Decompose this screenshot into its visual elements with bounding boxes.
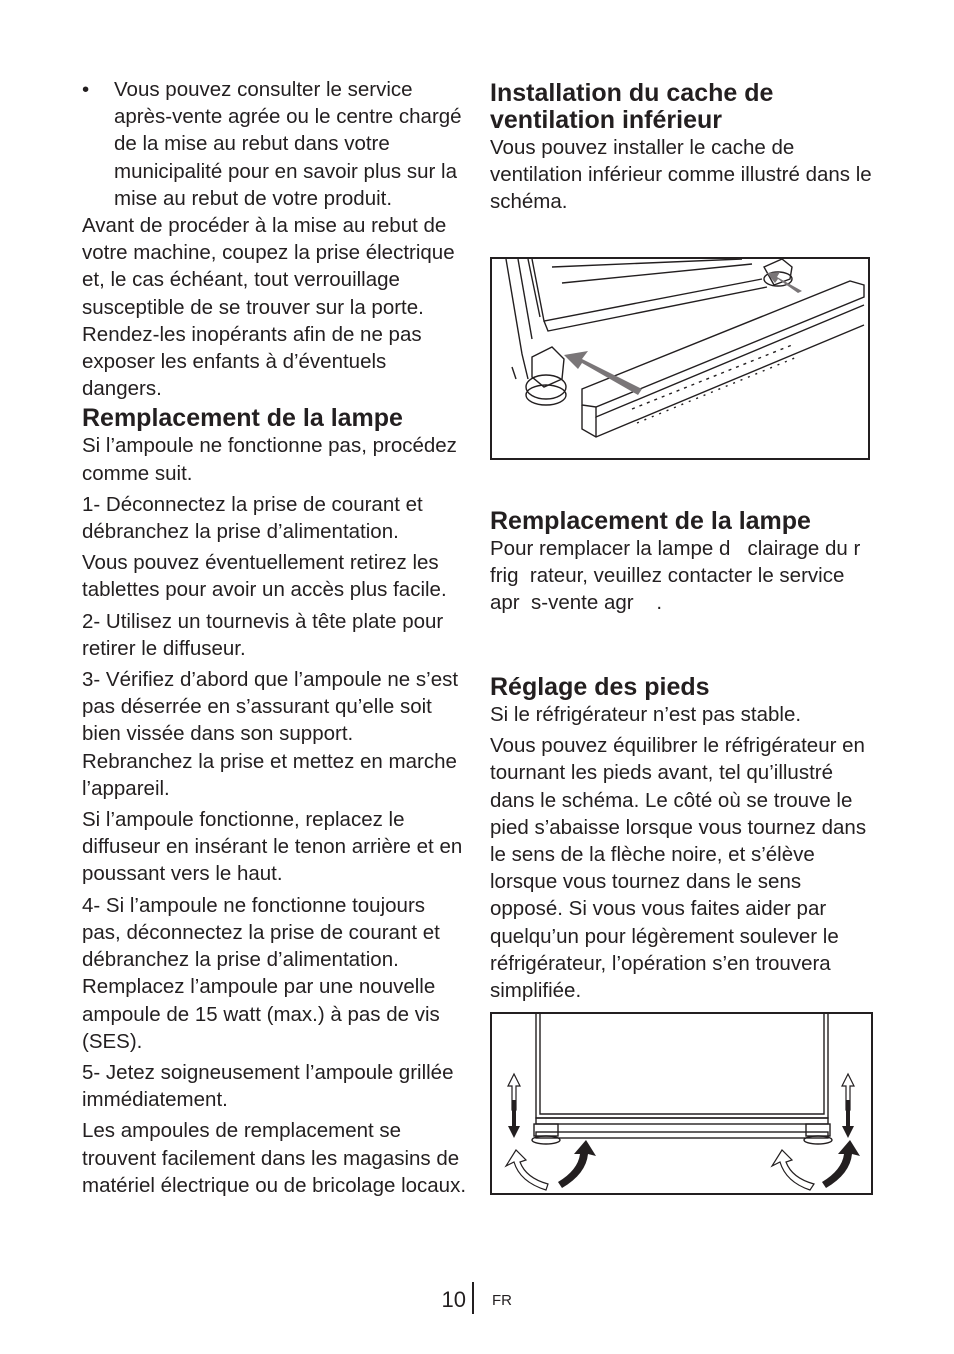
section-heading-vent: Installation du cache de ventilation inférieur	[490, 79, 774, 134]
lamp-right-paragraph: Pour remplacer la lampe d clairage du r frig rateur, veuillez contacter le service apr s-vente agr .	[490, 537, 872, 615]
lamp-paragraph: 2- Utilisez un tournevis à tête plate pour retirer le diffuseur.	[82, 609, 444, 660]
feet-section	[490, 674, 875, 1004]
bullet-text: Vous pouvez consulter le service après-vente agrée ou le centre chargé de la mise au rebut dans votre municipalité pour en savoir plus sur la mise au rebut de votre produit.	[114, 78, 462, 210]
feet-adjustment-illustration	[490, 1012, 873, 1195]
section-heading-lamp-right: Remplacement de la lampe	[490, 507, 811, 535]
feet-drawing	[492, 1014, 871, 1193]
feet-paragraph: Vous pouvez équilibrer le réfrigérateur en tournant les pieds avant, tel qu’illustré dans le schéma. Le côté où se trouve le pied s’abaisse lorsque vous tournez dans le sens de la flèche noire, et s’élève lorsque vous tournez dans le sens opposé. Si vous vous faites aider par quelqu’un pour légèrement soulever le réfrigérateur, l’opération s’en trouvera simplifiée.	[490, 734, 867, 1003]
lamp-paragraph: 1- Déconnectez la prise de courant et débranchez la prise d’alimentation.	[82, 492, 423, 544]
left-column	[82, 76, 467, 1199]
lamp-section-right	[490, 508, 875, 617]
vent-paragraph: Vous pouvez installer le cache de ventilation inférieur comme illustré dans le schéma.	[490, 136, 872, 214]
section-heading-feet: Réglage des pieds	[490, 673, 710, 701]
lamp-paragraph: 5- Jetez soigneusement l’ampoule grillée immédiatement.	[82, 1060, 454, 1112]
feet-paragraph: Si le réfrigérateur n’est pas stable.	[490, 703, 802, 726]
section-heading-lamp: Remplacement de la lampe	[82, 404, 403, 433]
page-footer	[0, 1282, 954, 1316]
lamp-paragraph: Vous pouvez éventuellement retirez les tablettes pour avoir un accès plus facile.	[82, 551, 447, 602]
lamp-paragraph: 4- Si l’ampoule ne fonctionne toujours pas, déconnectez la prise de courant et débranchez la prise d’alimentation. Remplacez l’ampoule par une nouvelle ampoule de 15 watt (max.) à pas de vis (SES).	[82, 893, 440, 1053]
lamp-paragraph: Si l’ampoule ne fonctionne pas, procédez comme suit.	[82, 434, 457, 485]
lamp-paragraph: Si l’ampoule fonctionne, replacez le diffuseur en insérant le tenon arrière et en poussant vers le haut.	[82, 808, 463, 886]
bullet-item	[82, 76, 467, 212]
lamp-paragraph: Les ampoules de remplacement se trouvent facilement dans les magasins de matériel électrique ou de bricolage locaux.	[82, 1119, 467, 1197]
footer-divider	[472, 1282, 474, 1314]
page-number: 10	[441, 1287, 466, 1312]
vent-section	[490, 80, 875, 216]
vent-cover-drawing	[492, 259, 868, 458]
disposal-paragraph: Avant de procéder à la mise au rebut de votre machine, coupez la prise électrique et, le cas échéant, tout verrouillage susceptible de se trouver sur la porte. Rendez-les inopérants afin de ne pas exposer les enfants à d’éventuels dangers.	[82, 214, 455, 401]
bullet-dot: •	[82, 78, 90, 101]
language-code: FR	[492, 1292, 512, 1309]
lamp-paragraph: 3- Vérifiez d’abord que l’ampoule ne s’est pas déserrée en s’assurant qu’elle soit bien vissée dans son support. Rebranchez la prise et mettez en marche l’appareil.	[82, 668, 459, 800]
vent-cover-illustration	[490, 257, 870, 460]
